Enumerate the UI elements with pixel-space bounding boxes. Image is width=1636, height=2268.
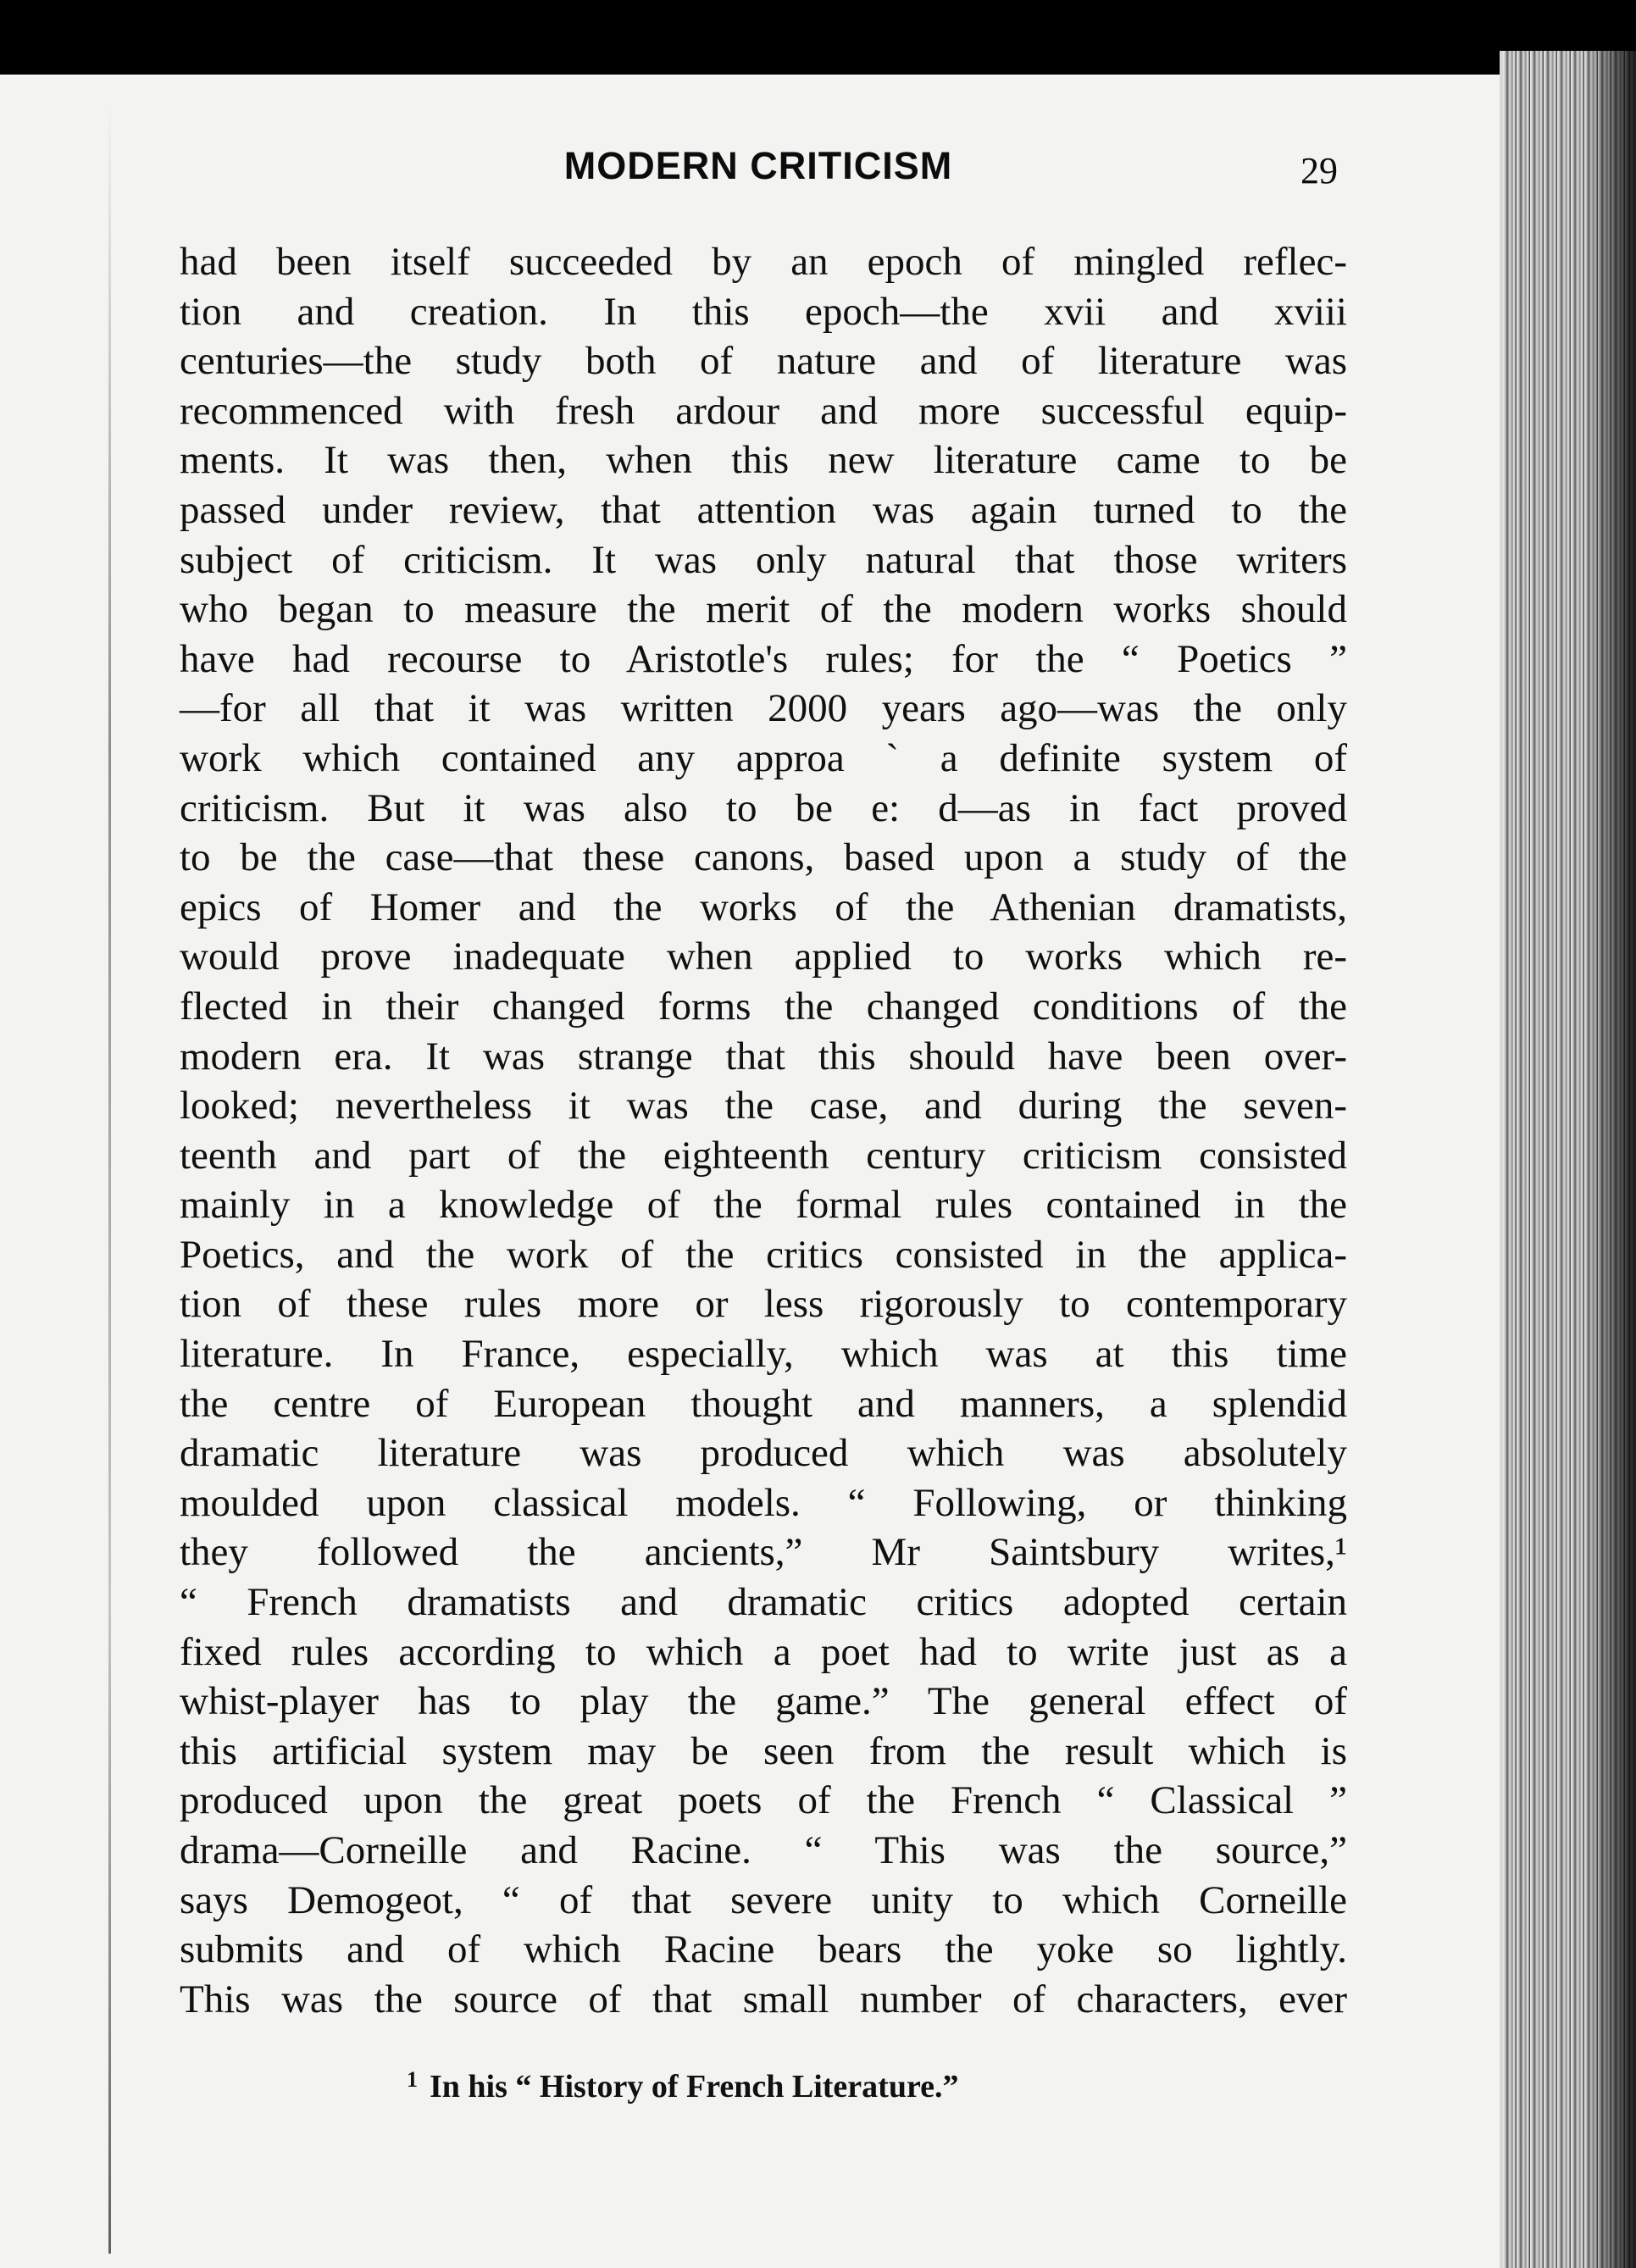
text-line: passed under review, that attention was again turned to the — [180, 487, 1347, 532]
body-text — [180, 237, 1347, 2024]
book-edge-shadow — [1584, 51, 1636, 2268]
text-line: moulded upon classical models. “ Following, or thinking — [180, 1480, 1347, 1525]
text-line: mainly in a knowledge of the formal rules contained in the — [180, 1183, 1347, 1228]
text-line: the centre of European thought and manners, a splendid — [180, 1381, 1347, 1426]
text-line: they followed the ancients,” Mr Saintsbury writes,¹ — [180, 1530, 1347, 1575]
footnote — [407, 2067, 959, 2105]
text-line: recommenced with fresh ardour and more successful equip- — [180, 388, 1347, 433]
text-line: “ French dramatists and dramatic critics adopted certain — [180, 1580, 1347, 1625]
text-line: produced upon the great poets of the French “ Classical ” — [180, 1778, 1347, 1823]
text-line: had been itself succeeded by an epoch of mingled reflec- — [180, 240, 1347, 284]
text-line: literature. In France, especially, which was at this time — [180, 1332, 1347, 1377]
text-line: submits and of which Racine bears the yoke so lightly. — [180, 1927, 1347, 1972]
text-line: work which contained any approa ` a definite system of — [180, 735, 1347, 780]
text-line: tion of these rules more or less rigorously to contemporary — [180, 1282, 1347, 1327]
running-title: MODERN CRITICISM — [563, 144, 953, 187]
text-line: This was the source of that small number of characters, ever — [180, 1977, 1347, 2021]
text-line: centuries—the study both of nature and of literature was — [180, 339, 1347, 384]
text-line: whist-player has to play the game.” The general effect of — [180, 1679, 1347, 1724]
text-line: modern era. It was strange that this should have been over- — [180, 1034, 1347, 1079]
text-line: criticism. But it was also to be e: d—as in fact proved — [180, 785, 1347, 830]
text-line: have had recourse to Aristotle's rules; for the “ Poetics ” — [180, 636, 1347, 681]
text-line: —for all that it was written 2000 years ago—was the only — [180, 686, 1347, 731]
text-line: flected in their changed forms the changed conditions of the — [180, 984, 1347, 1029]
text-line: ments. It was then, when this new literature came to be — [180, 438, 1347, 483]
page-crease — [108, 102, 111, 2254]
text-line: fixed rules according to which a poet had to write just as a — [180, 1629, 1347, 1674]
footnote-text: In his “ History of French Literature.” — [430, 2069, 959, 2104]
text-line: epics of Homer and the works of the Athenian dramatists, — [180, 884, 1347, 929]
text-line: subject of criticism. It was only natural that those writers — [180, 537, 1347, 582]
text-line: to be the case—that these canons, based upon a study of the — [180, 835, 1347, 880]
text-line: this artificial system may be seen from the result which is — [180, 1728, 1347, 1773]
text-line: dramatic literature was produced which was absolutely — [180, 1431, 1347, 1476]
text-line: drama—Corneille and Racine. “ This was the source,” — [180, 1828, 1347, 1872]
text-line: Poetics, and the work of the critics consisted in the applica- — [180, 1232, 1347, 1277]
text-line: who began to measure the merit of the modern works should — [180, 587, 1347, 632]
page-number: 29 — [1300, 150, 1338, 191]
text-line: looked; nevertheless it was the case, and during the seven- — [180, 1084, 1347, 1128]
text-line: teenth and part of the eighteenth century criticism consisted — [180, 1133, 1347, 1178]
text-line: tion and creation. In this epoch—the xvii and xviii — [180, 289, 1347, 334]
text-line: says Demogeot, “ of that severe unity to which Corneille — [180, 1877, 1347, 1922]
footnote-marker: 1 — [407, 2067, 418, 2092]
text-line: would prove inadequate when applied to works which re- — [180, 934, 1347, 979]
